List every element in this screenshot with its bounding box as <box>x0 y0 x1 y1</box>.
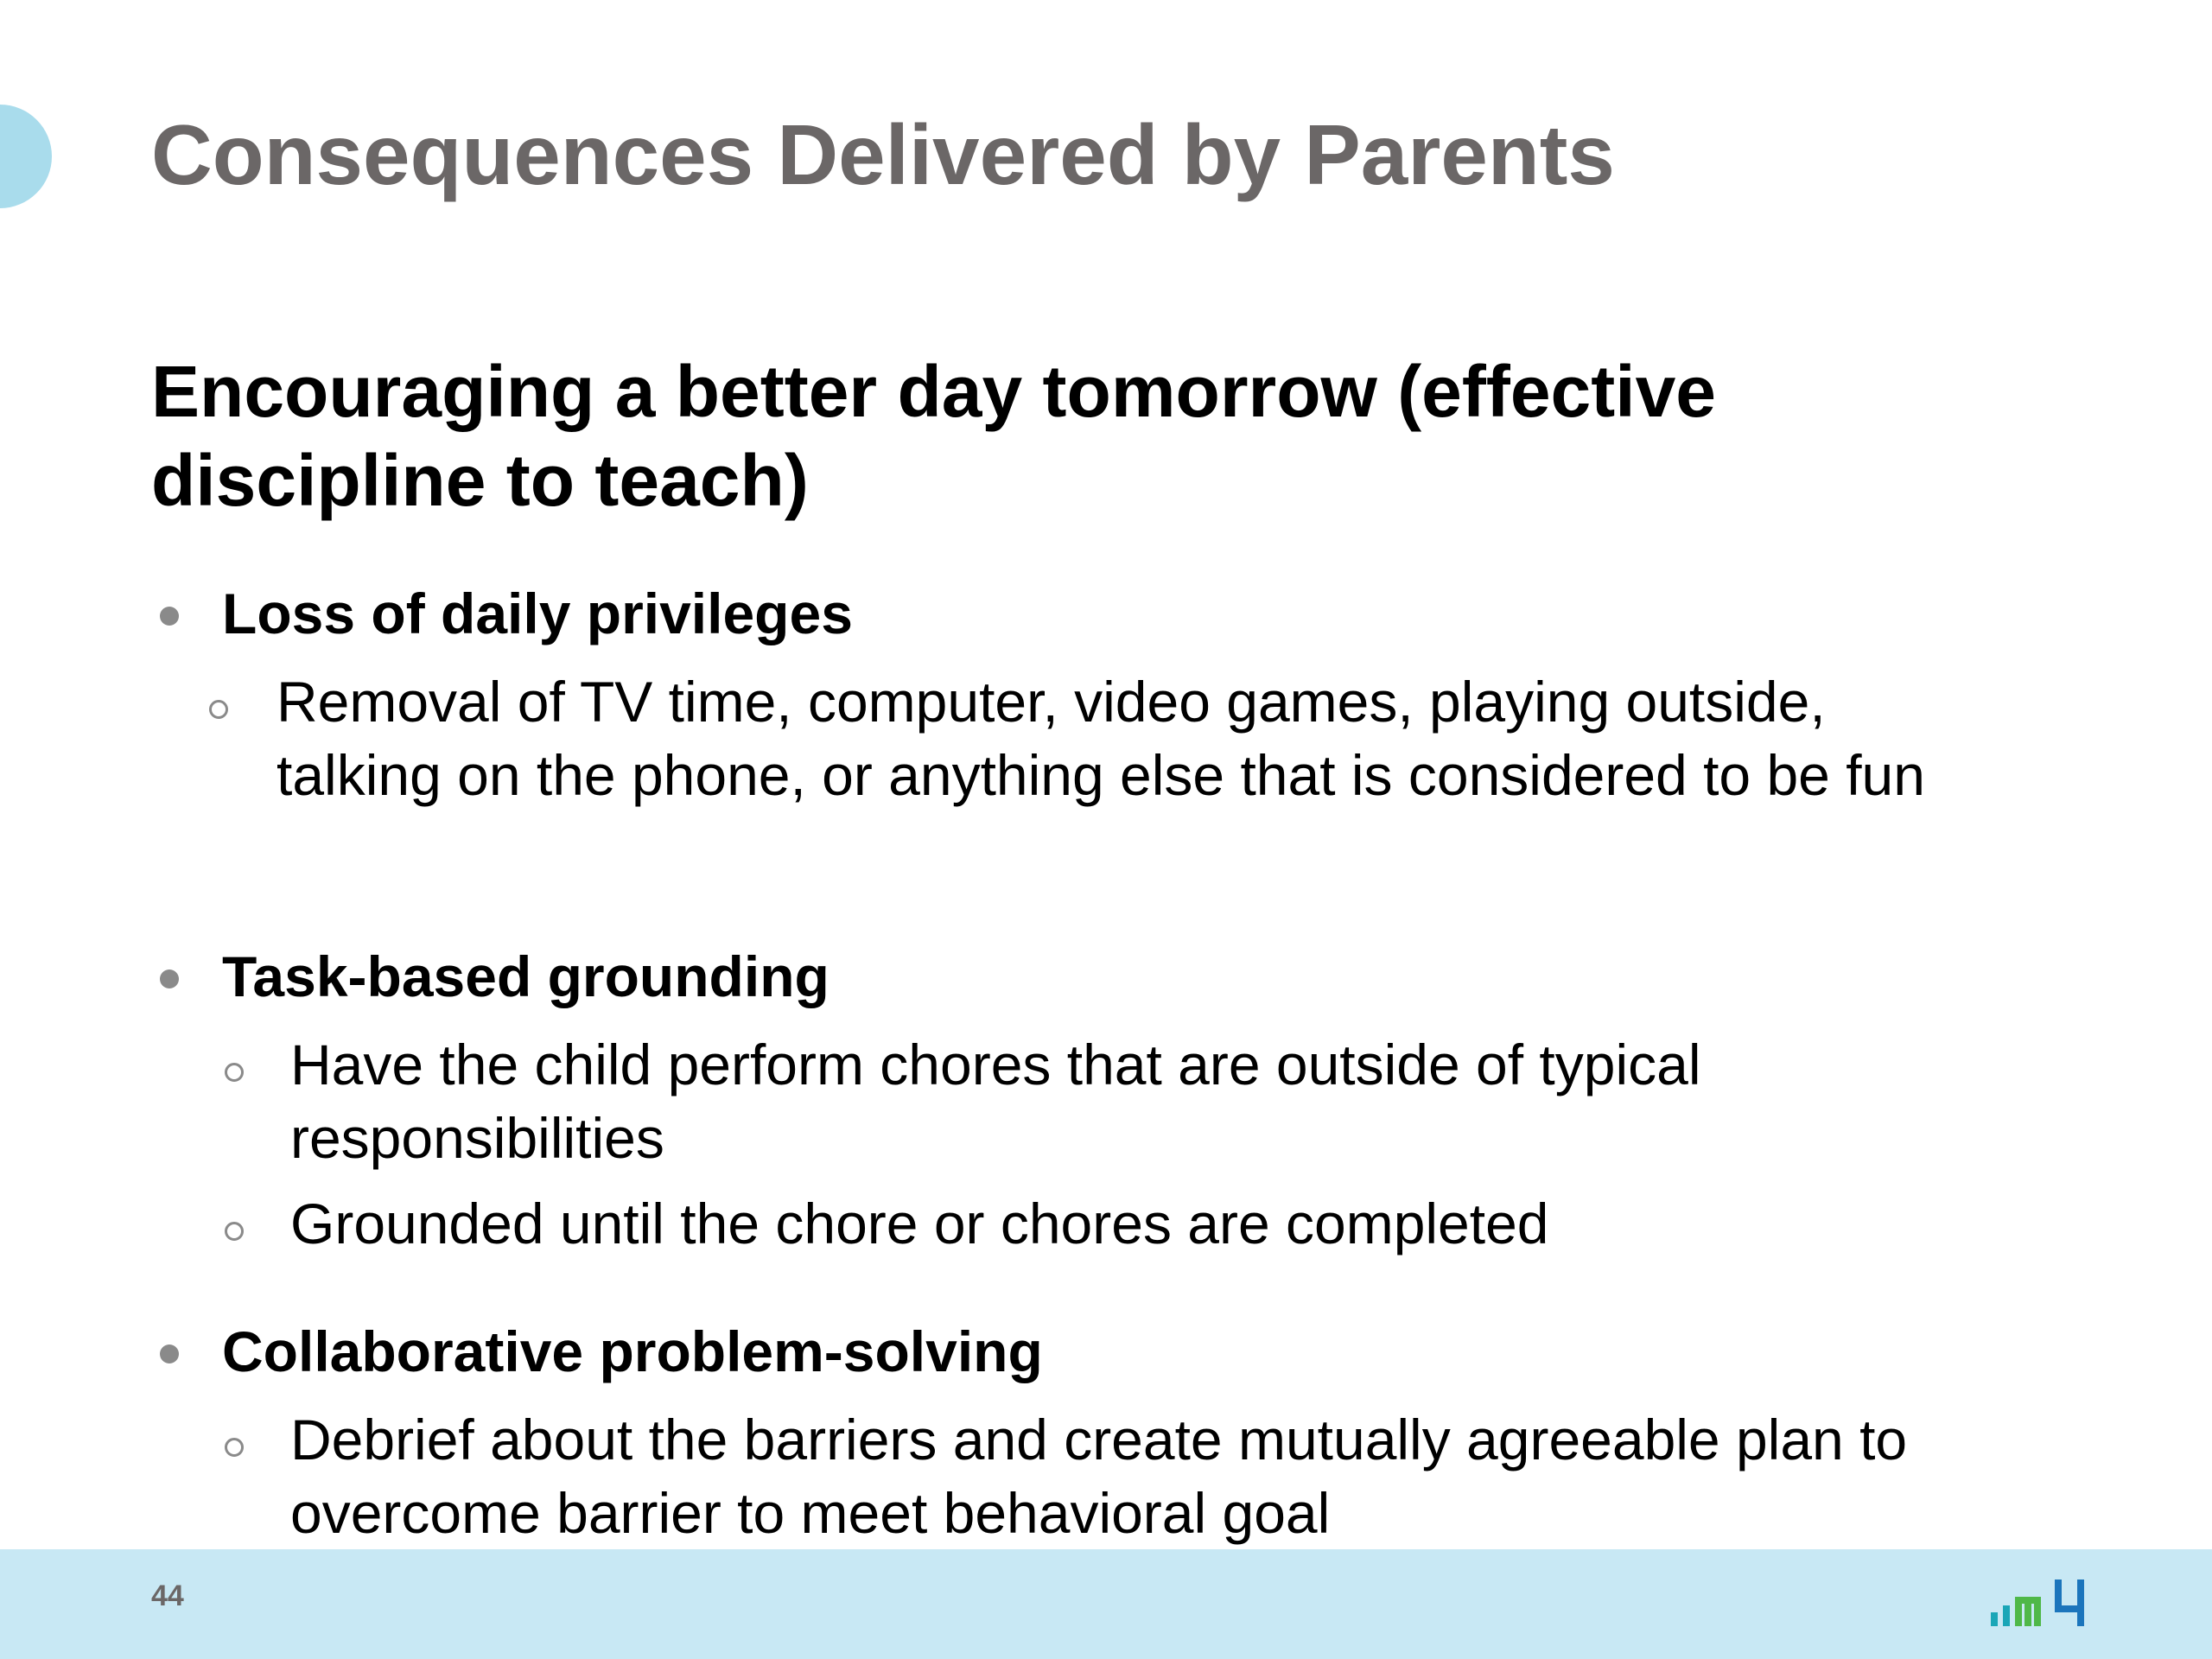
bullet-dot-icon <box>160 607 179 626</box>
accent-circle-decoration <box>0 105 52 208</box>
section-heading: Task-based grounding <box>222 944 830 1008</box>
sub-point: Debrief about the barriers and create mutually agreeable plan to overcome barrier to meet behavioral goal <box>290 1408 1908 1545</box>
page-number: 44 <box>151 1580 184 1612</box>
sub-point: Have the child perform chores that are outside of typical responsibilities <box>290 1033 1701 1170</box>
slide-title: Consequences Delivered by Parents <box>151 107 1615 202</box>
sub-point: Removal of TV time, computer, video games, playing outside, talking on the phone, or anything else that is considered to be fun <box>276 670 1925 807</box>
bullet-dot-icon <box>160 969 179 988</box>
sub-bullet-circle-icon <box>209 700 228 719</box>
section-heading: Loss of daily privileges <box>222 582 853 645</box>
sub-point: Grounded until the chore or chores are completed <box>290 1192 1549 1255</box>
section-heading: Collaborative problem-solving <box>222 1319 1043 1383</box>
sub-bullet-circle-icon <box>225 1438 244 1457</box>
m4-logo-icon <box>1987 1571 2104 1631</box>
slide-subtitle: Encouraging a better day tomorrow (effective discipline to teach) <box>151 351 1717 521</box>
sub-bullet-circle-icon <box>225 1063 244 1082</box>
slide-footer <box>0 1549 2212 1659</box>
sub-bullet-circle-icon <box>225 1222 244 1241</box>
bullet-dot-icon <box>160 1344 179 1363</box>
